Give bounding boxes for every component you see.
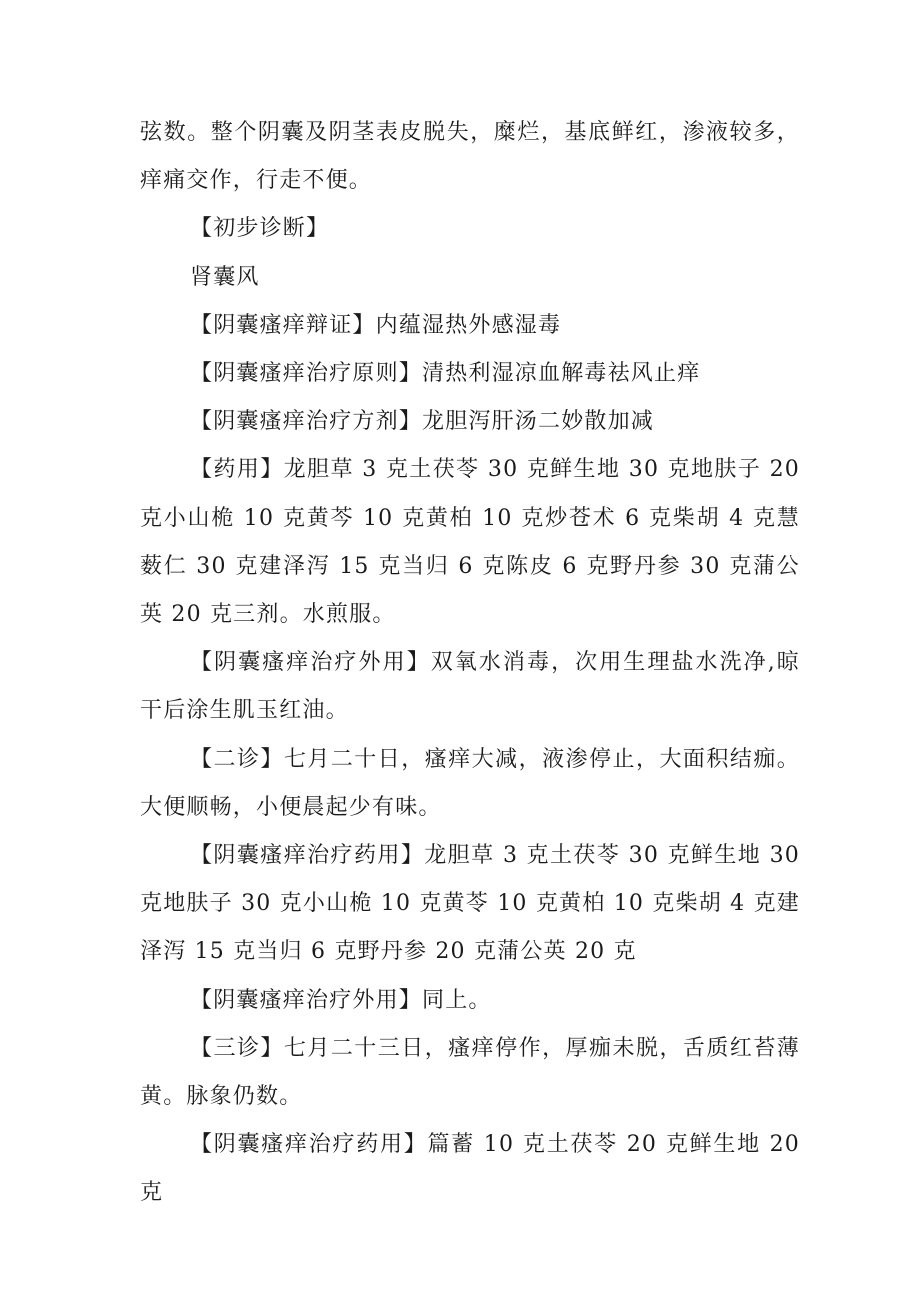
- paragraph-medication: 【药用】龙胆草 3 克土茯苓 30 克鲜生地 30 克地肤子 20 克小山桅 10 克黄芩 10 克黄柏 10 克炒苍术 6 克柴胡 4 克慧薮仁 30 克建泽泻 15 克当归 6 克陈皮 6 克野丹参 30 克蒲公英 20 克三剂。水煎服。: [140, 457, 800, 628]
- paragraph-external-treatment: 【阴囊瘙痒治疗外用】双氧水消毒，次用生理盐水洗净,晾干后涂生肌玉红油。: [140, 650, 800, 724]
- paragraph-continuation: 弦数。整个阴囊及阴茎表皮脱失，糜烂，基底鲜红，渗液较多，痒痛交作，行走不便。: [140, 120, 800, 194]
- paragraph-third-visit: 【三诊】七月二十三日，瘙痒停作，厚痂未脱，舌质红苔薄黄。脉象仍数。: [140, 1035, 800, 1110]
- diagnosis-text: 肾囊风: [190, 264, 260, 290]
- heading-initial-diagnosis: 【初步诊断】: [190, 216, 330, 242]
- paragraph-treatment-principle: 【阴囊瘙痒治疗原则】清热利湿凉血解毒祛风止痒: [190, 361, 701, 387]
- paragraph-second-external: 【阴囊瘙痒治疗外用】同上。: [190, 987, 492, 1013]
- paragraph-second-visit: 【二诊】七月二十日，瘙痒大减，液渗停止，大面积结痂。大便顺畅，小便晨起少有味。: [140, 746, 800, 820]
- paragraph-prescription: 【阴囊瘙痒治疗方剂】龙胆泻肝汤二妙散加减: [190, 409, 655, 435]
- paragraph-syndrome: 【阴囊瘙痒辩证】内蕴湿热外感湿毒: [190, 312, 562, 338]
- paragraph-third-medication: 【阴囊瘙痒治疗药用】篇蓄 10 克土茯苓 20 克鲜生地 20 克: [140, 1132, 800, 1206]
- document-body: [140, 109, 800, 1218]
- paragraph-second-medication: 【阴囊瘙痒治疗药用】龙胆草 3 克土茯苓 30 克鲜生地 30 克地肤子 30 克小山桅 10 克黄苓 10 克黄柏 10 克柴胡 4 克建泽泻 15 克当归 6 克野丹参 20 克蒲公英 20 克: [140, 843, 800, 965]
